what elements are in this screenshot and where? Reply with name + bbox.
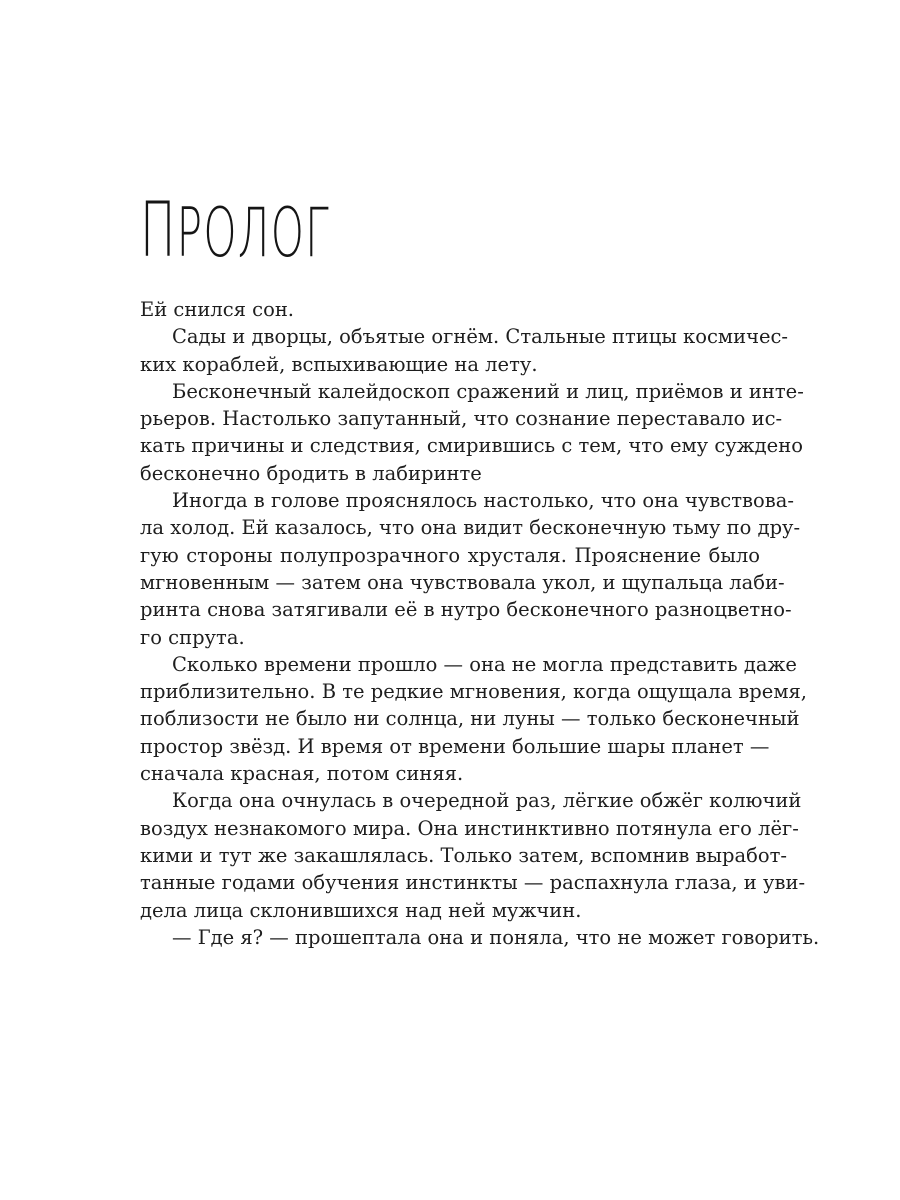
text-line: Бесконечный калейдоскоп сражений и лиц, приёмов и инте- xyxy=(172,379,804,403)
chapter-title-initial: П xyxy=(140,185,177,274)
chapter-title-rest: РОЛОГ xyxy=(176,194,330,273)
body-text xyxy=(140,296,820,951)
text-line: Сколько времени прошло — она не могла представить даже xyxy=(172,652,797,676)
text-line: ких кораблей, вспыхивающие на лету. xyxy=(140,352,538,376)
text-line: танные годами обучения инстинкты — распахнула глаза, и уви- xyxy=(140,871,806,895)
text-line: простор звёзд. И время от времени большие шары планет — xyxy=(140,734,770,758)
text-line: Когда она очнулась в очередной раз, лёгкие обжёг колючий xyxy=(172,789,802,813)
text-line: воздух незнакомого мира. Она инстинктивно потянула его лёг- xyxy=(140,816,799,840)
text-line: Сады и дворцы, объятые огнём. Стальные птицы космичес- xyxy=(172,325,789,349)
chapter-title xyxy=(140,185,330,274)
text-line: мгновенным — затем она чувствовала укол, и щупальца лаби- xyxy=(140,570,785,594)
text-line: — Где я? — прошептала она и поняла, что не может говорить. xyxy=(172,925,820,949)
text-line: рьеров. Настолько запутанный, что сознание переставало ис- xyxy=(140,407,783,431)
text-line: ла холод. Ей казалось, что она видит бесконечную тьму по дру- xyxy=(140,516,801,540)
text-line: кать причины и следствия, смирившись с тем, что ему суждено xyxy=(140,434,803,458)
text-line: приблизительно. В те редкие мгновения, когда ощущала время, xyxy=(140,680,807,704)
text-line: поблизости не было ни солнца, ни луны — только бесконечный xyxy=(140,707,800,731)
text-line: бесконечно бродить в лабиринте xyxy=(140,461,482,485)
text-line: го спрута. xyxy=(140,625,245,649)
text-line: Иногда в голове прояснялось настолько, что она чувствова- xyxy=(172,489,794,513)
text-line: ринта снова затягивали её в нутро бесконечного разноцветно- xyxy=(140,598,792,622)
text-line: сначала красная, потом синяя. xyxy=(140,762,464,786)
text-line: Ей снился сон. xyxy=(140,298,295,321)
text-line: кими и тут же закашлялась. Только затем, вспомнив выработ- xyxy=(140,843,787,867)
text-line: дела лица склонившихся над ней мужчин. xyxy=(140,898,582,922)
text-line: гую стороны полупрозрачного хрусталя. Прояснение было xyxy=(140,543,760,567)
